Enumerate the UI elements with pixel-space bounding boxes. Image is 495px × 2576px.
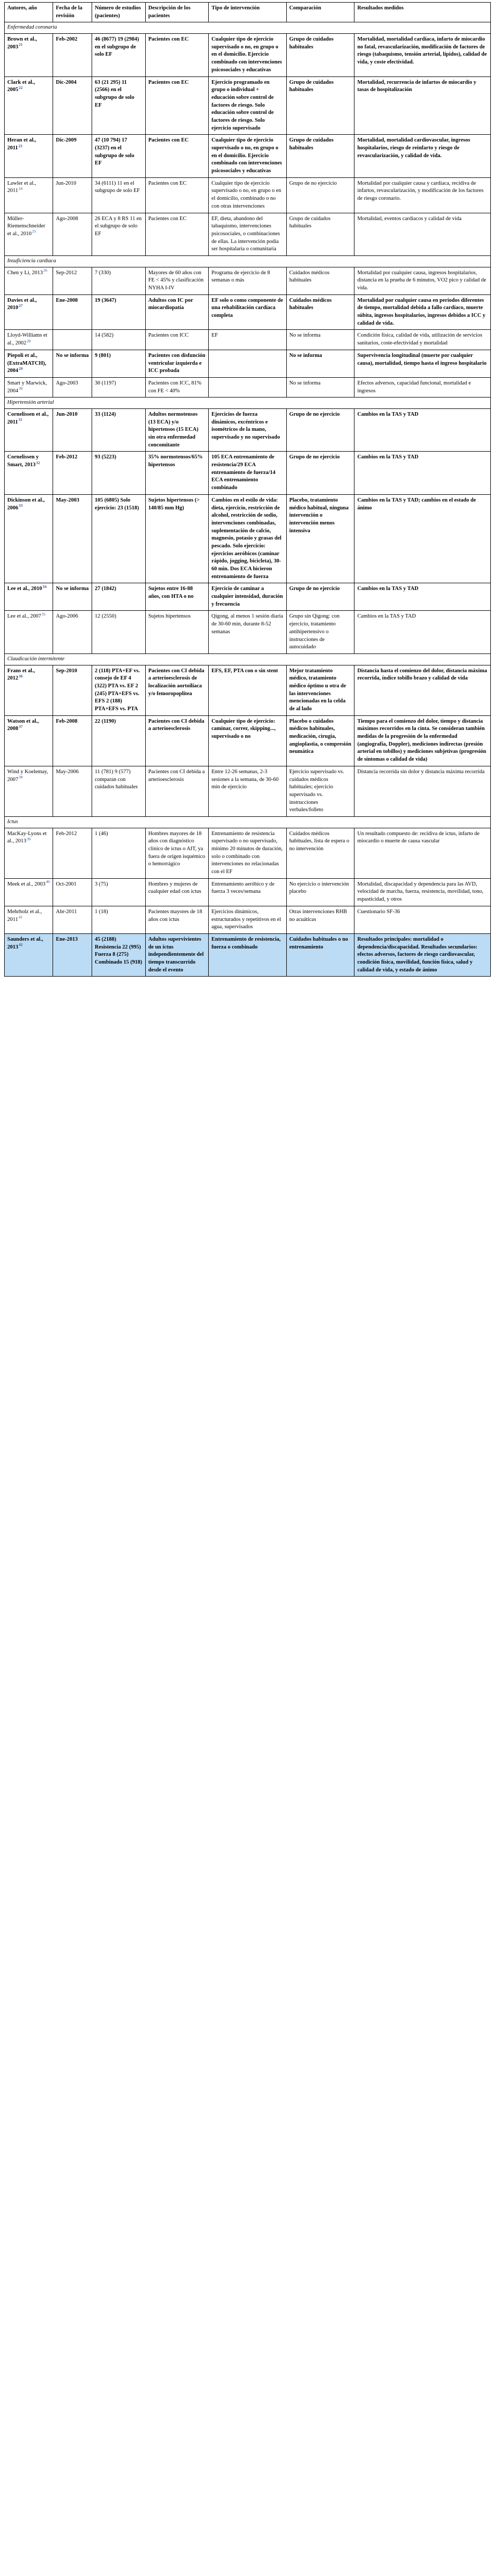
intervention-cell: Cualquier tipo de ejercicio supervisado o no, en grupo o en el domicilio. Ejercicio combinado con intervenciones psicosociales y educativas xyxy=(209,135,286,177)
date-cell: Ago-2006 xyxy=(53,611,92,653)
studies-cell: 47 (10 794) 17 (3237) en el subgrupo de solo EF xyxy=(92,135,146,177)
outcomes-cell: Mortalidad, mortalidad cardíaca, infarto de miocardio no fatal, revascularización, modificación de factores de riesgo (tabaquismo, tensión arterial, lípidos), calidad de vida, y coste efectividad. xyxy=(354,34,491,76)
table-row xyxy=(5,766,491,816)
citation-link[interactable]: 40 xyxy=(46,879,50,885)
author-name: Lee et al., 2010 xyxy=(7,586,42,592)
table-row xyxy=(5,878,491,906)
patients-cell: Sujetos entre 16-88 años, con HTA o no xyxy=(145,583,208,611)
studies-cell: 34 (6111) 11 en el subgrupo de solo EF xyxy=(92,177,146,213)
studies-cell: 22 (1190) xyxy=(92,715,146,766)
author-name: Saunders et al., 2013 xyxy=(7,936,43,950)
citation-link[interactable]: 23 xyxy=(18,143,22,148)
citation-link[interactable]: 41 xyxy=(18,915,23,919)
intervention-cell: Ejercicio de caminar a cualquier intensidad, duración y frecuencia xyxy=(209,583,286,611)
outcomes-cell: Mortalidad por cualquier causa y cardíaca, recidiva de infartos, revascularización, y modificación de los factores de riesgo coronario. xyxy=(354,177,491,213)
author-name: Heran et al., 2011 xyxy=(7,137,36,151)
outcomes-cell: Cambios en la TAS y TAD; cambios en el estado de ánimo xyxy=(354,494,491,583)
author-name: Cornelissen y Smart, 2013 xyxy=(7,454,39,468)
systematic-reviews-table xyxy=(4,2,491,977)
author-name: Lee et al., 2007 xyxy=(7,613,42,620)
comparison-cell: No ejercicio o intervención placebo xyxy=(286,878,354,906)
table-row xyxy=(5,494,491,583)
intervention-cell: Ejercicios dinámicos, estructurados y repetitivos en el agua, supervisados xyxy=(209,906,286,933)
author-name: Watson et al., 2008 xyxy=(7,718,39,732)
author-cell xyxy=(5,267,53,294)
date-cell: Ene-2013 xyxy=(53,933,92,976)
column-header: Descripción de los pacientes xyxy=(145,3,208,22)
section-title: Enfermedad coronaria xyxy=(5,22,491,34)
patients-cell: Hombres mayores de 18 años con diagnóstico clínico de ictus o AIT, ya fuera de origen isquémico o hemorrágico xyxy=(145,828,208,878)
patients-cell: Adultos con IC por miocardiopatía xyxy=(145,294,208,330)
comparison-cell: Ejercicio supervisado vs. cuidados médicos habituales; ejercicio supervisado vs. instrucciones verbales/folleto xyxy=(286,766,354,816)
date-cell: Oct-2001 xyxy=(53,878,92,906)
comparison-cell: Grupo de no ejercicio xyxy=(286,177,354,213)
intervention-cell xyxy=(209,350,286,377)
table-row xyxy=(5,350,491,377)
studies-cell: 93 (5223) xyxy=(92,452,146,494)
patients-cell: Adultos supervivientes de un ictus independientemente del tiempo transcurrido desde el evento xyxy=(145,933,208,976)
section-row xyxy=(5,22,491,34)
date-cell: May-2003 xyxy=(53,494,92,583)
outcomes-cell: Condición física, calidad de vida, utilización de servicios sanitarios, coste-efectividad y mortalidad xyxy=(354,330,491,350)
patients-cell: Pacientes con ICC, 81% con FE < 40% xyxy=(145,377,208,397)
date-cell: Jun-2010 xyxy=(53,177,92,213)
author-name: Chen y Li, 2013 xyxy=(7,270,43,276)
table-row xyxy=(5,76,491,135)
section-row xyxy=(5,653,491,665)
comparison-cell: Mejor tratamiento médico, tratamiento médico óptimo u otra de las intervenciones mencionadas en la celda de al lado xyxy=(286,665,354,715)
author-cell xyxy=(5,408,53,451)
outcomes-cell: Mortalidad, eventos cardíacos y calidad de vida xyxy=(354,213,491,255)
intervention-cell: EF xyxy=(209,330,286,350)
date-cell: No se informa xyxy=(53,350,92,377)
comparison-cell: Grupo de cuidados habituales xyxy=(286,135,354,177)
author-name: Brown et al., 2003 xyxy=(7,36,37,50)
citation-link[interactable]: 38 xyxy=(19,775,23,779)
author-cell xyxy=(5,766,53,816)
comparison-cell: Grupo de no ejercicio xyxy=(286,408,354,451)
intervention-cell: Cualquier tipo de ejercicio supervisado o no, en grupo o en el domicilio. Ejercicio combinado con intervenciones psicosociales y educativas xyxy=(209,34,286,76)
intervention-cell: Entrenamiento de resistencia, fuerza o combinado xyxy=(209,933,286,976)
table-row xyxy=(5,267,491,294)
outcomes-cell: Mortalidad, recurrencia de infartos de miocardio y tasas de hospitalización xyxy=(354,76,491,135)
outcomes-cell: Cambios en la TAS y TAD xyxy=(354,611,491,653)
comparison-cell: Grupo de no ejercicio xyxy=(286,583,354,611)
column-header: Resultados medidos xyxy=(354,3,491,22)
patients-cell: Pacientes con EC xyxy=(145,135,208,177)
header-row xyxy=(5,3,491,22)
citation-link[interactable]: 34 xyxy=(42,584,47,589)
author-name: Meek et al., 2003 xyxy=(7,881,46,887)
author-cell xyxy=(5,828,53,878)
author-name: Davies et al., 2010 xyxy=(7,297,37,311)
patients-cell: Pacientes con EC xyxy=(145,177,208,213)
table-row xyxy=(5,933,491,976)
author-cell xyxy=(5,177,53,213)
table-row xyxy=(5,408,491,451)
comparison-cell: Cuidados habituales o no entrenamiento xyxy=(286,933,354,976)
date-cell: Feb-2008 xyxy=(53,715,92,766)
table-row xyxy=(5,715,491,766)
outcomes-cell: Tiempo para el comienzo del dolor, tiempo y distancia máximos recorridos en la cinta. Se consideran también medidas de la progresión de la enfermedad (angiografía, Doppler), mediciones indirectas (presión arterial en tobillos) y mediciones subjetivas (progresión de síntomas o calidad de vida) xyxy=(354,715,491,766)
author-cell xyxy=(5,213,53,255)
outcomes-cell: Mortalidad, discapacidad y dependencia para las AVD, velocidad de marcha, fuerza, resistencia, movilidad, tono, espasticidad, y otros xyxy=(354,878,491,906)
citation-link[interactable]: 36 xyxy=(19,673,23,678)
column-header: Autores, año xyxy=(5,3,53,22)
citation-link[interactable]: 21 xyxy=(19,42,23,47)
patients-cell: Adultos normotensos (13 ECA) y/o hipertensos (15 ECA) sin otra enfermedad concomitante xyxy=(145,408,208,451)
studies-cell: 1 (46) xyxy=(92,828,146,878)
citation-link[interactable]: 35 xyxy=(42,611,46,617)
comparison-cell: Otras intervenciones RHB no acuáticas xyxy=(286,906,354,933)
intervention-cell: EF, dieta, abandono del tabaquismo, intervenciones psicosociales, o combinaciones de ellas. La intervención podía ser hospitalaria o comunitaria xyxy=(209,213,286,255)
author-cell xyxy=(5,294,53,330)
table-row xyxy=(5,906,491,933)
intervention-cell: Entrenamiento de resistencia supervisado o no supervisado, mínimo 20 minutos de duración, solo o combinado con intervenciones no relacionadas con el EF xyxy=(209,828,286,878)
comparison-cell: No se informa xyxy=(286,350,354,377)
patients-cell: Pacientes con CI debida a arterioesclerosis de localización aortoilíaca y/o femoropoplítea xyxy=(145,665,208,715)
patients-cell: Pacientes mayores de 18 años con ictus xyxy=(145,906,208,933)
table-row xyxy=(5,377,491,397)
author-name: Piepoli et al., (ExtraMATCH), 2004 xyxy=(7,352,46,374)
intervention-cell: Qigong, al menos 1 sesión diaria de 30-60 min, durante 8-52 semanas xyxy=(209,611,286,653)
author-name: Dickinson et al., 2006 xyxy=(7,497,45,511)
table-row xyxy=(5,213,491,255)
intervention-cell: Ejercicios de fuerza dinámicos, excéntricos e isométricos de la mano, supervisado y no supervisado xyxy=(209,408,286,451)
patients-cell: Pacientes con EC xyxy=(145,76,208,135)
studies-cell: 19 (3647) xyxy=(92,294,146,330)
outcomes-cell: Distancia recorrida sin dolor y distancia máxima recorrida xyxy=(354,766,491,816)
author-name: Müller-Riemenschneider et al., 2010 xyxy=(7,215,45,237)
citation-link[interactable]: 42 xyxy=(19,942,23,947)
table-row xyxy=(5,34,491,76)
studies-cell: 46 (8677) 19 (2984) en el subgrupo de solo EF xyxy=(92,34,146,76)
studies-cell: 14 (582) xyxy=(92,330,146,350)
date-cell: Feb-2012 xyxy=(53,452,92,494)
date-cell: Sep-2012 xyxy=(53,267,92,294)
section-title: Hipertensión arterial xyxy=(5,398,491,409)
citation-link[interactable]: 39 xyxy=(27,836,31,841)
studies-cell: 33 (1124) xyxy=(92,408,146,451)
comparison-cell: Grupo sin Qigong: con ejercicio, tratamiento antihipertensivo o instrucciones de autocuidado xyxy=(286,611,354,653)
studies-cell: 7 (330) xyxy=(92,267,146,294)
patients-cell: 35% normotensos/65% hipertensos xyxy=(145,452,208,494)
outcomes-cell: Efectos adversos, capacidad funcional, mortalidad e ingresos xyxy=(354,377,491,397)
outcomes-cell: Un resultado compuesto de: recidiva de ictus, infarto de miocardio o muerte de causa vascular xyxy=(354,828,491,878)
column-header: Comparación xyxy=(286,3,354,22)
citation-link[interactable]: 30 xyxy=(19,386,23,391)
section-row xyxy=(5,255,491,267)
studies-cell: 1 (18) xyxy=(92,906,146,933)
table-header xyxy=(5,3,491,22)
citation-link[interactable]: 27 xyxy=(19,303,23,308)
date-cell: Sep-2010 xyxy=(53,665,92,715)
date-cell: Feb-2012 xyxy=(53,828,92,878)
patients-cell: Hombres y mujeres de cualquier edad con ictus xyxy=(145,878,208,906)
citation-link[interactable]: 29 xyxy=(19,366,23,371)
studies-cell: 27 (1842) xyxy=(92,583,146,611)
patients-cell: Pacientes con EC xyxy=(145,213,208,255)
comparison-cell: Grupo de cuidados habituales xyxy=(286,76,354,135)
comparison-cell: Cuidados médicos habituales xyxy=(286,267,354,294)
date-cell: Ene-2008 xyxy=(53,294,92,330)
date-cell: Feb-2002 xyxy=(53,34,92,76)
studies-cell: 45 (2188) Resistencia 22 (995) Fuerza 8 (275) Combinado 15 (918) xyxy=(92,933,146,976)
studies-cell: 9 (801) xyxy=(92,350,146,377)
author-name: Smart y Marwick, 2004 xyxy=(7,380,47,394)
table-row xyxy=(5,294,491,330)
comparison-cell: Grupo de cuidados habituales xyxy=(286,213,354,255)
outcomes-cell: Resultados principales: mortalidad o dependencia/discapacidad. Resultados secundarios: efectos adversos, factores de riesgo cardiovascular, condición física, movilidad, función física, salud y calidad de vida, y estado de ánimo xyxy=(354,933,491,976)
intervention-cell: Cambios en el estilo de vida: dieta, ejercicio, restricción de alcohol, restricción de sodio, intervenciones combinadas, suplementación de calcio, magnesio, potasio y grasas del pescado. Solo ejercicio: ejercicios aeróbicos (caminar rápido, jogging, bicicleta), 30-60 min. Dos ECA hicieron entrenamiento de fuerza xyxy=(209,494,286,583)
patients-cell: Pacientes con disfunción ventricular izquierda e ICC probada xyxy=(145,350,208,377)
author-cell xyxy=(5,878,53,906)
date-cell: Ago-2003 xyxy=(53,377,92,397)
author-name: Clark et al., 2005 xyxy=(7,79,35,93)
studies-cell: 11 (781) 9 (577) comparan con cuidados habituales xyxy=(92,766,146,816)
table-row xyxy=(5,828,491,878)
comparison-cell: No se informa xyxy=(286,377,354,397)
comparison-cell: Grupo de cuidados habituales xyxy=(286,34,354,76)
studies-cell: 26 ECA y 8 RS 11 en el subgrupo de solo EF xyxy=(92,213,146,255)
citation-link[interactable]: 24 xyxy=(18,186,23,191)
author-cell xyxy=(5,583,53,611)
author-name: Lawler et al., 2011 xyxy=(7,180,36,194)
outcomes-cell: Mortalidad, mortalidad cardiovascular, ingresos hospitalarios, riesgo de reinfarto y riesgo de revascularización, y calidad de vida. xyxy=(354,135,491,177)
document-page xyxy=(0,0,495,987)
author-cell xyxy=(5,76,53,135)
outcomes-cell: Distancia hasta el comienzo del dolor, distancia máxima recorrida, índice tobillo brazo y calidad de vida xyxy=(354,665,491,715)
table-row xyxy=(5,452,491,494)
section-row xyxy=(5,816,491,828)
comparison-cell: Placebo, tratamiento médico habitual, ninguna intervención o intervención menos intensiva xyxy=(286,494,354,583)
intervention-cell: Programa de ejercicio de 8 semanas o más xyxy=(209,267,286,294)
date-cell: Jun-2010 xyxy=(53,408,92,451)
intervention-cell: 105 ECA entrenamiento de resistencia/29 ECA entrenamiento de fuerza/14 ECA entrenamiento combinado xyxy=(209,452,286,494)
date-cell: Dic-2009 xyxy=(53,135,92,177)
author-cell xyxy=(5,34,53,76)
comparison-cell: Grupo de no ejercicio xyxy=(286,452,354,494)
date-cell: Dic-2004 xyxy=(53,76,92,135)
patients-cell: Mayores de 60 años con FE < 45% y clasificación NYHA I-IV xyxy=(145,267,208,294)
author-name: Mehrholz et al., 2011 xyxy=(7,908,42,922)
author-cell xyxy=(5,494,53,583)
citation-link[interactable]: 33 xyxy=(19,503,23,508)
table-row xyxy=(5,330,491,350)
intervention-cell: Entre 12-26 semanas, 2-3 sesiones a la semana, de 30-60 min de ejercicio xyxy=(209,766,286,816)
outcomes-cell: Supervivencia longitudinal (muerte por cualquier causa), mortalidad, tiempo hasta el ingreso hospitalario xyxy=(354,350,491,377)
column-header: Fecha de la revisión xyxy=(53,3,92,22)
table-body xyxy=(5,22,491,977)
intervention-cell: EF solo o como componente de una rehabilitación cardíaca completa xyxy=(209,294,286,330)
outcomes-cell: Mortalidad por cualquier causa, ingresos hospitalarios, distancia en la prueba de 6 minutos, VO2 pico y calidad de vida. xyxy=(354,267,491,294)
patients-cell: Sujetos hipertensos xyxy=(145,611,208,653)
studies-cell: 2 (118) PTA+EF vs. consejo de EF 4 (322) PTA vs. EF 2 (245) PTA+EFS vs. EFS 2 (188) PTA+EFS vs. PTA xyxy=(92,665,146,715)
date-cell xyxy=(53,330,92,350)
table-row xyxy=(5,665,491,715)
author-cell xyxy=(5,330,53,350)
patients-cell: Pacientes con CI debida a arterioesclerosis xyxy=(145,715,208,766)
date-cell: Ago-2008 xyxy=(53,213,92,255)
author-cell xyxy=(5,377,53,397)
date-cell: May-2006 xyxy=(53,766,92,816)
author-cell xyxy=(5,350,53,377)
comparison-cell: Placebo o cuidados médicos habituales, medicación, cirugía, angioplastia, o compresión neumática xyxy=(286,715,354,766)
citation-link[interactable]: 37 xyxy=(19,724,23,729)
column-header: Tipo de intervención xyxy=(209,3,286,22)
citation-link[interactable]: 31 xyxy=(18,417,22,422)
section-title: Claudicación intermitente xyxy=(5,653,491,665)
table-row xyxy=(5,177,491,213)
date-cell: No se informa xyxy=(53,583,92,611)
citation-link[interactable]: 28 xyxy=(27,338,31,343)
intervention-cell: Cualquier tipo de ejercicio supervisado o no, en grupo o en el domicilio, combinado o no con otras intervenciones xyxy=(209,177,286,213)
studies-cell: 30 (1197) xyxy=(92,377,146,397)
outcomes-cell: Mortalidad por cualquier causa en periodos diferentes de tiempo, mortalidad debida a fallo cardíaco, muerte súbita, ingresos hospitalarios, ingresos debidos a ICC y calidad de vida. xyxy=(354,294,491,330)
author-name: Wind y Koelemay, 2007 xyxy=(7,768,48,783)
section-title: Ictus xyxy=(5,816,491,828)
section-title: Insuficiencia cardiaca xyxy=(5,255,491,267)
outcomes-cell: Cambios en la TAS y TAD xyxy=(354,408,491,451)
table-row xyxy=(5,583,491,611)
date-cell: Abr-2011 xyxy=(53,906,92,933)
citation-link[interactable]: 32 xyxy=(36,460,40,465)
comparison-cell: No se informa xyxy=(286,330,354,350)
author-cell xyxy=(5,933,53,976)
studies-cell: 12 (2550) xyxy=(92,611,146,653)
comparison-cell: Cuidados médicos habituales xyxy=(286,294,354,330)
outcomes-cell: Cuestionario SF-36 xyxy=(354,906,491,933)
studies-cell: 63 (21 295) 11 (2566) en el subgrupo de solo EF xyxy=(92,76,146,135)
section-row xyxy=(5,398,491,409)
intervention-cell: Ejercicio programado en grupo o individual + educación sobre control de factores de riesgo. Solo educación sobre control de factores de riesgo. Solo ejercicio supervisado xyxy=(209,76,286,135)
author-cell xyxy=(5,452,53,494)
patients-cell: Pacientes con CI debida a arterioesclerosis xyxy=(145,766,208,816)
outcomes-cell: Cambios en la TAS y TAD xyxy=(354,583,491,611)
intervention-cell: Cualquier tipo de ejercicio: caminar, correr, skipping..., supervisado o no xyxy=(209,715,286,766)
author-name: Frans et al., 2012 xyxy=(7,668,35,682)
studies-cell: 105 (6805) Solo ejercicio: 23 (1518) xyxy=(92,494,146,583)
patients-cell: Pacientes con EC xyxy=(145,34,208,76)
comparison-cell: Cuidados médicos habituales, lista de espera o no intervención xyxy=(286,828,354,878)
author-cell xyxy=(5,715,53,766)
patients-cell: Sujetos hipertensos (> 140/85 mm Hg) xyxy=(145,494,208,583)
outcomes-cell: Cambios en la TAS y TAD xyxy=(354,452,491,494)
intervention-cell: EFS, EF, PTA con o sin stent xyxy=(209,665,286,715)
author-name: Lloyd-Williams et al., 2002 xyxy=(7,332,47,347)
table-row xyxy=(5,611,491,653)
author-cell xyxy=(5,665,53,715)
studies-cell: 3 (75) xyxy=(92,878,146,906)
intervention-cell: Entrenamiento aeróbico y de fuerza 3 veces/semana xyxy=(209,878,286,906)
intervention-cell xyxy=(209,377,286,397)
table-row xyxy=(5,135,491,177)
citation-link[interactable]: 22 xyxy=(19,85,23,90)
author-cell xyxy=(5,611,53,653)
author-name: MacKay-Lyons et al., 2013 xyxy=(7,830,47,844)
column-header: Número de estudios (pacientes) xyxy=(92,3,146,22)
author-cell xyxy=(5,906,53,933)
author-name: Cornelissen et al., 2011 xyxy=(7,411,49,425)
citation-link[interactable]: 26 xyxy=(43,268,47,273)
author-cell xyxy=(5,135,53,177)
citation-link[interactable]: 25 xyxy=(32,229,36,234)
patients-cell: Pacientes con ICC xyxy=(145,330,208,350)
